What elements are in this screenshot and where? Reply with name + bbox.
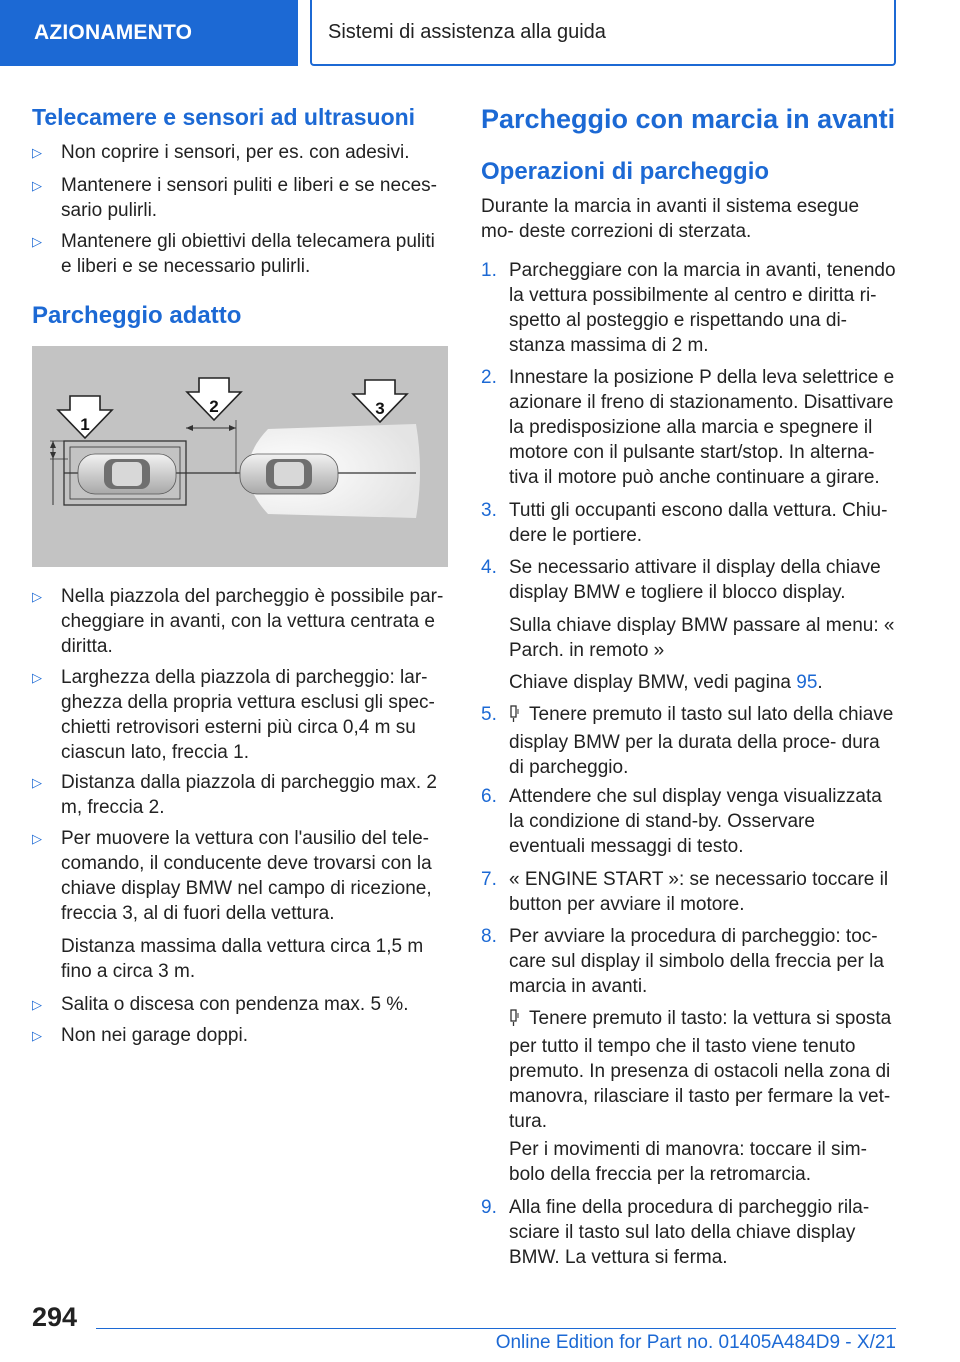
triangle-right-icon: ▷	[32, 178, 42, 193]
bullet-item: ▷ Salita o discesa con pendenza max. 5 %.	[32, 994, 409, 1015]
heading-parking-operations: Operazioni di parcheggio	[481, 158, 770, 185]
arrowhead	[186, 425, 193, 431]
heading-suitable-parking: Parcheggio adatto	[32, 302, 242, 329]
arrow-2-label: 2	[209, 397, 219, 416]
triangle-right-icon: ▷	[32, 1028, 42, 1043]
step-sub-note: Tenere premuto il tasto: la vettura si sposta per tutto il tempo che il tasto viene tenuto premuto. In presenza di ostacoli nella zona di manovra, rilasciare il tasto per fermare la vet- tura.	[509, 1008, 892, 1132]
chapter-title: Sistemi di assistenza alla guida	[328, 20, 606, 43]
triangle-right-icon: ▷	[32, 831, 42, 846]
step-item: 6. Attendere che sul display venga visualizzata la condizione di stand-by. Osservare eventuali messaggi di testo.	[481, 786, 882, 857]
page-reference-link[interactable]: 95	[796, 672, 818, 693]
triangle-right-icon: ▷	[32, 670, 42, 685]
step-item: 7. « ENGINE START »: se necessario toccare il button per avviare il motore.	[481, 869, 889, 915]
bullet-item: ▷ Non nei garage doppi.	[32, 1025, 248, 1046]
arrow-3-icon	[353, 380, 407, 422]
triangle-right-icon: ▷	[32, 234, 42, 249]
key-fob-icon	[509, 1009, 521, 1034]
bullet-item: ▷ Per muovere la vettura con l'ausilio del tele- comando, il conducente deve trovarsi con la chiave display BMW nel campo di ricezione, freccia 3, al di fuori della vettura.	[32, 828, 432, 924]
triangle-right-icon: ▷	[32, 997, 42, 1012]
arrowhead	[50, 452, 56, 459]
section-title: AZIONAMENTO	[34, 21, 193, 44]
step-item: 3. Tutti gli occupanti escono dalla vettura. Chiu- dere le portiere.	[481, 500, 888, 546]
bullet-item: ▷ Larghezza della piazzola di parcheggio: lar- ghezza della propria vettura esclusi gli spec- chietti retrovisori esterni più circa 0,4 m su ciascun lato, freccia 1.	[32, 667, 435, 763]
key-fob-icon	[509, 705, 521, 730]
bullet-item: ▷ Distanza dalla piazzola di parcheggio max. 2 m, freccia 2.	[32, 772, 437, 818]
footer-divider	[96, 1328, 896, 1329]
parking-illustration	[32, 346, 448, 567]
step-item: 5. Tenere premuto il tasto sul lato della chiave display BMW per la durata della proce- dura di parcheggio.	[481, 704, 894, 778]
triangle-right-icon: ▷	[32, 589, 42, 604]
parking-diagram	[32, 346, 448, 567]
car-approaching	[240, 454, 338, 494]
step-item: 9. Alla fine della procedura di parcheggio rila- sciare il tasto sul lato della chiave display BMW. La vettura si ferma.	[481, 1197, 870, 1268]
step-sub-note: Chiave display BMW, vedi pagina 95.	[509, 672, 823, 693]
arrowhead	[229, 425, 236, 431]
step-item: 4. Se necessario attivare il display della chiave display BMW e togliere il blocco display.	[481, 557, 881, 603]
section-tab	[0, 0, 298, 66]
triangle-right-icon: ▷	[32, 145, 42, 160]
step-sub-note: Sulla chiave display BMW passare al menu: « Parch. in remoto »	[509, 615, 895, 661]
bullet-item: ▷ Nella piazzola del parcheggio è possibile par- cheggiare in avanti, con la vettura centrata e diritta.	[32, 586, 444, 657]
step-item: 8. Per avviare la procedura di parcheggio: toc- care sul display il simbolo della freccia per la marcia in avanti.	[481, 926, 884, 997]
triangle-right-icon: ▷	[32, 775, 42, 790]
step-item: 2. Innestare la posizione P della leva selettrice e azionare il freno di stazionamento. Disattivare la predisposizione alla marcia e spegnere il motore con il pulsante start/stop. In alterna- tiva il motore può anche continuare a girare.	[481, 367, 895, 488]
chapter-box	[310, 0, 896, 66]
step-sub-note: Per i movimenti di manovra: toccare il sim- bolo della freccia per la retromarcia.	[509, 1139, 867, 1185]
arrow-1-icon	[58, 396, 112, 438]
bullet-item: ▷ Non coprire i sensori, per es. con adesivi.	[32, 142, 410, 163]
heading-forward-parking: Parcheggio con marcia in avanti	[481, 104, 896, 134]
arrow-3-label: 3	[375, 399, 385, 418]
arrow-2-icon	[187, 378, 241, 420]
arrowhead	[50, 441, 56, 448]
bullet-item: ▷ Mantenere gli obiettivi della telecamera puliti e liberi e se necessario pulirli.	[32, 231, 435, 277]
car-in-space	[78, 454, 176, 494]
intro-paragraph: Durante la marcia in avanti il sistema esegue mo- deste correzioni di sterzata.	[481, 196, 860, 242]
step-item: 1. Parcheggiare con la marcia in avanti, tenendo la vettura possibilmente al centro e diritta ri- spetto al posteggio e rispettando una di- stanza massima di 2 m.	[481, 260, 896, 356]
heading-sensors: Telecamere e sensori ad ultrasuoni	[32, 104, 416, 130]
bullet-item: ▷ Mantenere i sensori puliti e liberi e se neces- sario pulirli.	[32, 175, 437, 221]
arrow-1-label: 1	[80, 415, 90, 434]
edition-note: Online Edition for Part no. 01405A484D9 - X/21	[495, 1332, 896, 1353]
page-number: 294	[32, 1302, 78, 1332]
bullet-note: Distanza massima dalla vettura circa 1,5 m fino a circa 3 m.	[61, 936, 424, 982]
